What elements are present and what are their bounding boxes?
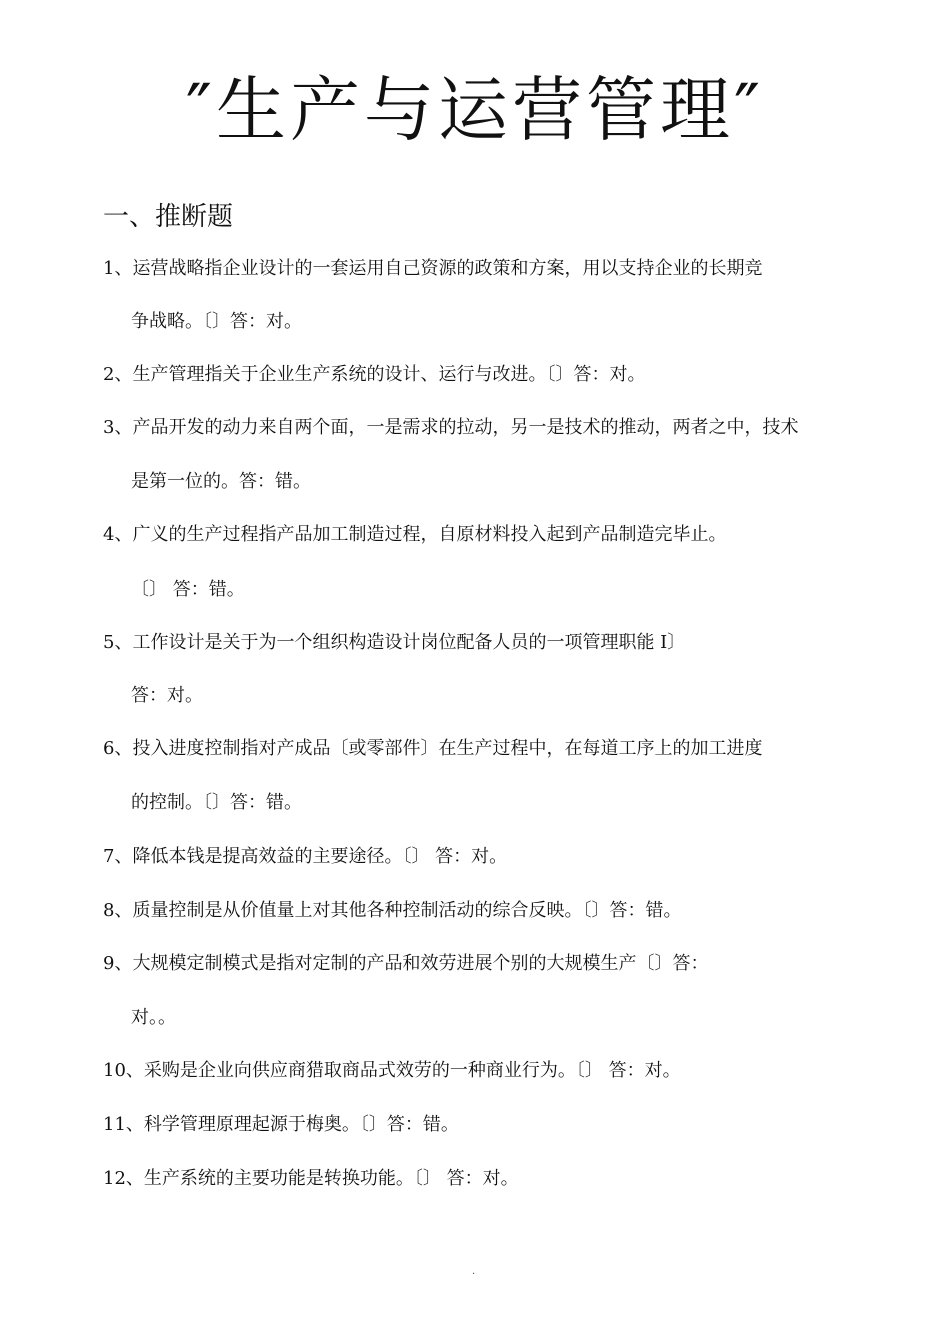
item-3-line-1: 3、产品开发的动力来自两个面，一是需求的拉动，另一是技术的推动，两者之中，技术 [103, 417, 799, 438]
item-4-line-1: 4、广义的生产过程指产品加工制造过程，自原材料投入起到产品制造完毕止。 [103, 524, 727, 545]
item-12-line-1: 12、生产系统的主要功能是转换功能。〔〕 答：对。 [103, 1168, 519, 1189]
page-footer-mark: . [472, 1266, 476, 1277]
item-1-line-1: 1、运营战略指企业设计的一套运用自己资源的政策和方案，用以支持企业的长期竞 [103, 258, 763, 279]
item-6-line-1: 6、投入进度控制指对产成品〔或零部件〕在生产过程中，在每道工序上的加工进度 [103, 738, 763, 759]
item-6-line-2: 的控制。〔〕答：错。 [131, 792, 302, 813]
item-9-line-1: 9、大规模定制模式是指对定制的产品和效劳进展个别的大规模生产〔〕答： [103, 953, 709, 974]
item-4-line-2: 〔〕 答：错。 [131, 579, 245, 600]
item-2-line-1: 2、生产管理指关于企业生产系统的设计、运行与改进。〔〕答：对。 [103, 364, 646, 385]
section-heading: 一、推断题 [103, 202, 234, 232]
item-8-line-1: 8、质量控制是从价值量上对其他各种控制活动的综合反映。〔〕答：错。 [103, 900, 682, 921]
item-5-line-1: 5、工作设计是关于为一个组织构造设计岗位配备人员的一项管理职能 I〕 [103, 632, 686, 653]
item-9-line-2: 对。。 [131, 1007, 176, 1028]
item-7-line-1: 7、降低本钱是提高效益的主要途径。〔〕 答：对。 [103, 846, 508, 867]
item-3-line-2: 是第一位的。答：错。 [131, 471, 311, 492]
item-10-line-1: 10、采购是企业向供应商猎取商品式效劳的一种商业行为。〔〕 答：对。 [103, 1060, 681, 1081]
item-11-line-1: 11、科学管理原理起源于梅奥。〔〕答：错。 [103, 1114, 459, 1135]
document-title: ″生产与运营管理″ [185, 69, 765, 151]
item-1-line-2: 争战略。〔〕答：对。 [131, 311, 302, 332]
item-5-line-2: 答：对。 [131, 685, 203, 706]
